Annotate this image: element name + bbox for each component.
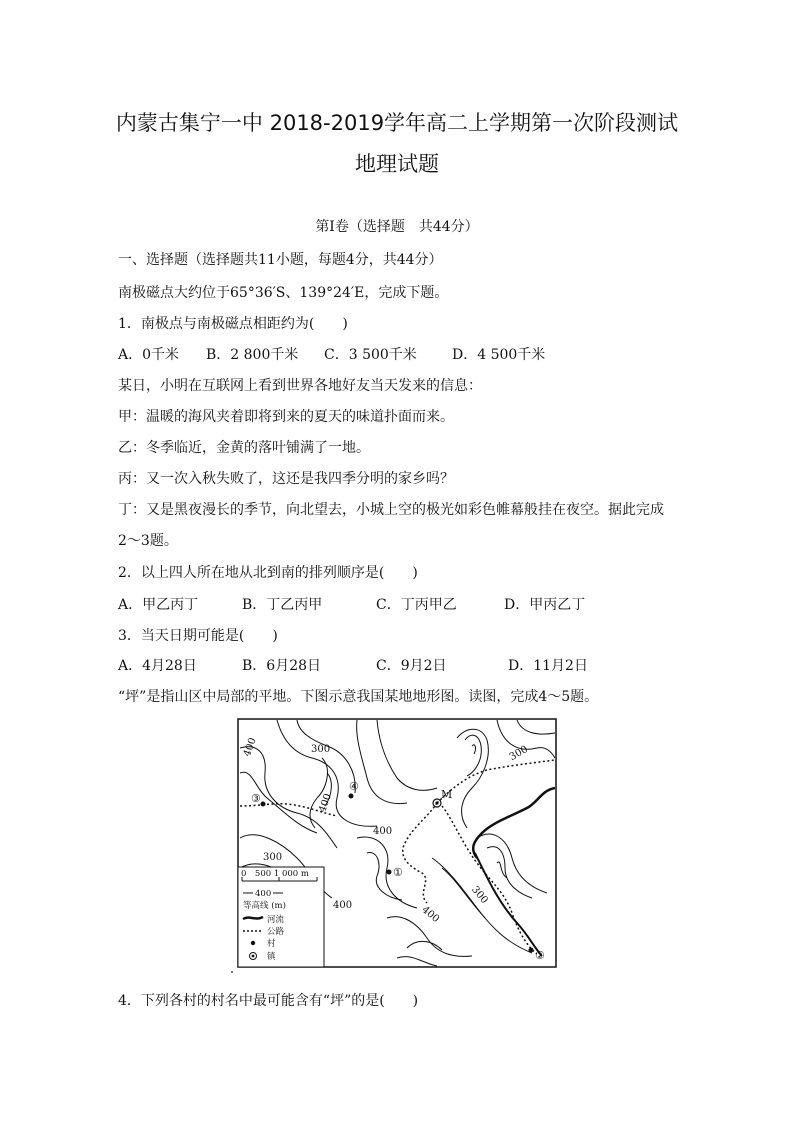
q3-option-c: C．9月2日 [376, 658, 447, 674]
legend-river: 河流 [267, 915, 285, 925]
part-header: 一、选择题（选择题共11小题，每题4分，共44分） [118, 252, 443, 268]
intro-1: 南极磁点大约位于65°36′S、139°24′E，完成下题。 [118, 285, 449, 301]
legend-contour: 等高线 (m) [243, 901, 286, 911]
legend-road: 公路 [267, 927, 285, 937]
message-yi: 乙：冬季临近，金黄的落叶铺满了一地。 [118, 440, 370, 456]
town-marker-center [435, 801, 438, 804]
topographic-map [237, 718, 557, 968]
question-1: 1．南极点与南极磁点相距约为( ) [118, 316, 348, 332]
stray-mark [231, 971, 233, 973]
contour-label: 400 [241, 736, 259, 759]
river-line [473, 788, 555, 858]
legend-village: 村 [267, 939, 276, 949]
village-marker [529, 948, 534, 953]
document-title: 内蒙古集宁一中 2018-2019学年高二上学期第一次阶段测试 [115, 111, 679, 135]
q1-option-c: C．3 500千米 [324, 347, 417, 363]
map-legend [238, 867, 324, 967]
village-marker [387, 870, 392, 875]
legend-town: 镇 [267, 952, 276, 962]
question-3: 3．当天日期可能是( ) [118, 628, 278, 644]
intro-3: “坪”是指山区中局部的平地。下图示意我国某地地形图。读图，完成4～5题。 [118, 689, 599, 705]
q2-option-d: D．甲丙乙丁 [504, 597, 586, 613]
q1-option-d: D．4 500千米 [452, 347, 546, 363]
scale-label: 0 500 1 000 m [241, 869, 309, 879]
q3-option-b: B．6月28日 [242, 658, 322, 674]
message-ding-cont: 2～3题。 [118, 533, 178, 549]
contour-label: 400 [317, 792, 335, 815]
contour-label: 300 [263, 852, 283, 863]
q2-option-b: B．丁乙丙甲 [242, 597, 323, 613]
question-2: 2．以上四人所在地从北到南的排列顺序是( ) [118, 565, 418, 581]
legend-contour-sample: 400 [255, 889, 272, 899]
q3-option-d: D．11月2日 [508, 658, 588, 674]
message-ding: 丁：又是黑夜漫长的季节，向北望去，小城上空的极光如彩色帷幕般挂在夜空。据此完成 [118, 502, 664, 518]
q1-option-b: B．2 800千米 [206, 347, 299, 363]
point-label: ② [535, 949, 545, 962]
legend-river-symbol [243, 917, 263, 919]
legend-village-symbol [251, 941, 255, 945]
contour-label: 400 [419, 904, 442, 926]
message-jia: 甲：温暖的海风夹着即将到来的夏天的味道扑面而来。 [118, 409, 454, 425]
village-marker [349, 794, 354, 799]
point-label: ① [393, 866, 403, 879]
intro-2: 某日，小明在互联网上看到世界各地好友当天发来的信息： [118, 378, 482, 394]
village-marker [261, 802, 266, 807]
q2-option-a: A．甲乙丙丁 [118, 597, 199, 613]
document-subtitle: 地理试题 [355, 152, 439, 176]
contour-label: 400 [333, 900, 353, 911]
point-label: ③ [251, 792, 261, 805]
point-label: M [441, 788, 453, 801]
point-label: ④ [349, 780, 359, 793]
contour-label: 400 [373, 826, 393, 837]
message-bing: 丙：又一次入秋失败了，这还是我四季分明的家乡吗？ [118, 471, 454, 487]
question-4: 4．下列各村的村名中最可能含有“坪”的是( ) [118, 993, 419, 1009]
q1-option-a: A．0千米 [118, 347, 180, 363]
contour-label: 300 [311, 744, 331, 755]
contour-label: 300 [469, 884, 490, 907]
q3-option-a: A．4月28日 [118, 658, 197, 674]
contour-label: 300 [507, 743, 530, 764]
section-header: 第Ⅰ卷（选择题 共44分） [315, 219, 479, 235]
q2-option-c: C．丁丙甲乙 [376, 597, 457, 613]
